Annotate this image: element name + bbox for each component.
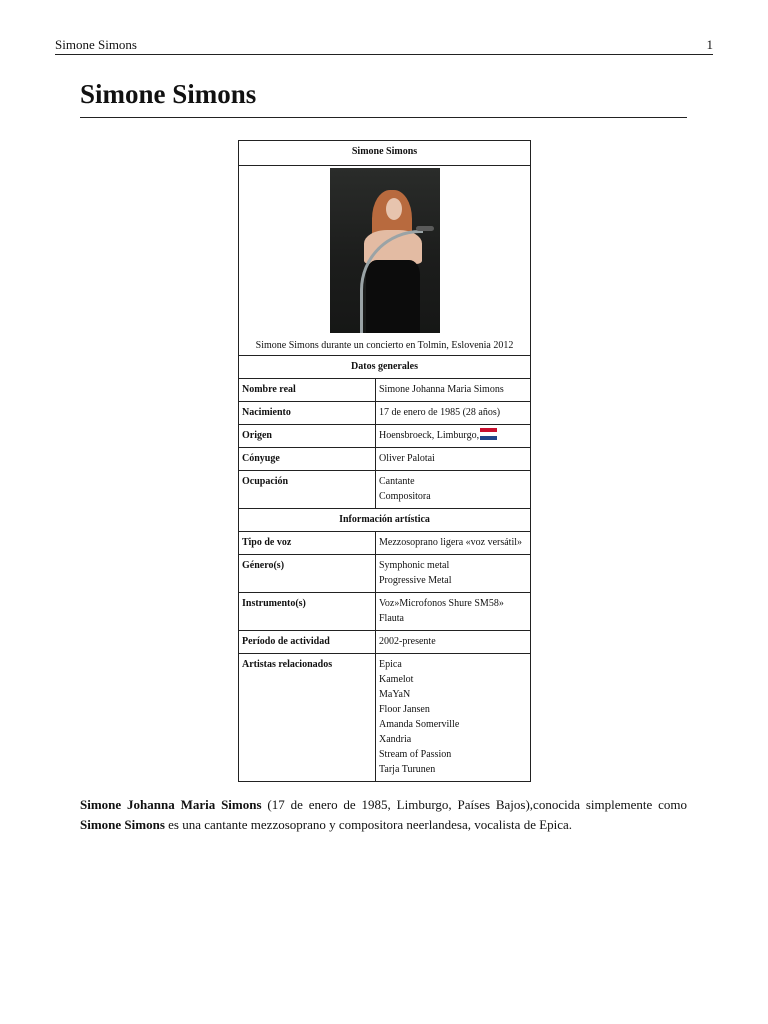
artista-item: Tarja Turunen (379, 764, 436, 775)
row-artistas (239, 654, 531, 782)
origen-cell (376, 425, 531, 448)
nombre-real-label: Nombre real (239, 379, 376, 402)
nacimiento-label: Nacimiento (239, 402, 376, 425)
infobox (238, 140, 531, 782)
infobox-image-cell (239, 166, 531, 356)
conyuge-value: Oliver Palotai (376, 448, 531, 471)
running-header-title: Simone Simons (55, 37, 137, 52)
section-informacion-artistica: Información artística (239, 509, 531, 532)
genero-label: Género(s) (239, 555, 376, 593)
artista-item: MaYaN (379, 689, 411, 700)
genero-item: Symphonic metal (379, 560, 450, 571)
periodo-label: Período de actividad (239, 631, 376, 654)
row-instrumento (239, 593, 531, 631)
page-number: 1 (706, 37, 713, 52)
genero-values (376, 555, 531, 593)
row-tipo-voz (239, 532, 531, 555)
netherlands-flag-icon (480, 428, 497, 440)
ocupacion-values (376, 471, 531, 509)
ocupacion-label: Ocupación (239, 471, 376, 509)
row-nacimiento (239, 402, 531, 425)
infobox-title: Simone Simons (239, 141, 531, 166)
instrumento-label: Instrumento(s) (239, 593, 376, 631)
conyuge-label: Cónyuge (239, 448, 376, 471)
origen-label: Origen (239, 425, 376, 448)
intro-text-2: es una cantante mezzosoprano y compositora neerlandesa, vocalista de Epica. (164, 817, 573, 832)
row-origen (239, 425, 531, 448)
ocupacion-item: Cantante (379, 476, 415, 487)
intro-text-1: (17 de enero de 1985, Limburgo, Países Bajos),conocida simplemente como (261, 797, 688, 812)
page-title: Simone Simons (80, 78, 687, 118)
tipo-voz-value: Mezzosoprano ligera «voz versátil» (376, 532, 531, 555)
artistas-label: Artistas relacionados (239, 654, 376, 782)
artista-item: Epica (379, 659, 402, 670)
nombre-real-value: Simone Johanna Maria Simons (376, 379, 531, 402)
row-nombre-real (239, 379, 531, 402)
instrumento-item: Voz»Microfonos Shure SM58» (379, 598, 504, 609)
artista-item: Amanda Somerville (379, 719, 460, 730)
nacimiento-value: 17 de enero de 1985 (28 años) (376, 402, 531, 425)
ocupacion-item: Compositora (379, 491, 431, 502)
row-periodo (239, 631, 531, 654)
artist-photo[interactable] (330, 168, 440, 333)
artista-item: Xandria (379, 734, 412, 745)
instrumento-item: Flauta (379, 613, 404, 624)
section-datos-generales: Datos generales (239, 356, 531, 379)
short-name-bold: Simone Simons (80, 817, 165, 832)
artista-item: Stream of Passion (379, 749, 452, 760)
running-header (55, 38, 713, 55)
artista-item: Floor Jansen (379, 704, 430, 715)
artista-item: Kamelot (379, 674, 414, 685)
row-conyuge (239, 448, 531, 471)
genero-item: Progressive Metal (379, 575, 452, 586)
tipo-voz-label: Tipo de voz (239, 532, 376, 555)
artistas-values (376, 654, 531, 782)
periodo-value: 2002-presente (376, 631, 531, 654)
row-ocupacion (239, 471, 531, 509)
origen-value: Hoensbroeck, Limburgo, (379, 430, 480, 441)
full-name-bold: Simone Johanna Maria Simons (80, 797, 262, 812)
intro-paragraph (80, 795, 687, 835)
row-genero (239, 555, 531, 593)
instrumento-values (376, 593, 531, 631)
image-caption: Simone Simons durante un concierto en Tolmin, Eslovenia 2012 (255, 340, 514, 351)
